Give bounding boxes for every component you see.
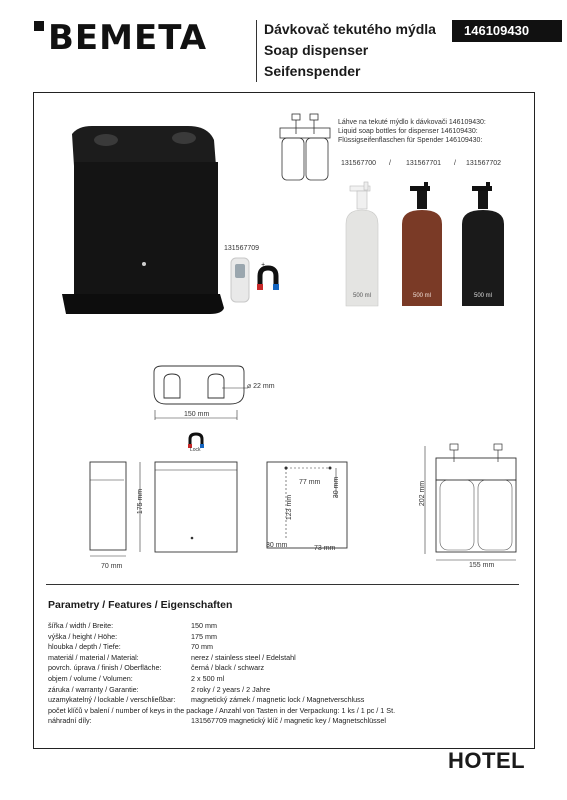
bottle-code-black: 131567702 (466, 160, 502, 167)
title-de: Seifenspender (264, 63, 361, 79)
dim-30-bottom: 30 mm (266, 542, 288, 549)
code-separator: / (389, 160, 391, 167)
top-view-drawing (150, 362, 250, 410)
param-label: šířka / width / Breite: (48, 621, 114, 630)
param-label: materiál / material / Material: (48, 652, 139, 662)
dim-202: 202 mm (419, 480, 427, 507)
parameters-title: Parametry / Features / Eigenschaften (48, 599, 233, 611)
param-label: povrch. úprava / finish / Oberfläche: (48, 663, 162, 673)
param-value: 2 x 500 ml (191, 673, 225, 683)
param-value: 70 mm (191, 642, 213, 652)
param-value: černá / black / schwarz (191, 663, 265, 673)
dispenser-photo (60, 118, 230, 320)
bottles-caption-de: Flüssigseifenflaschen für Spender 146109430: (338, 137, 483, 144)
dim-150: 150 mm (184, 411, 210, 418)
category-label: HOTEL (448, 748, 526, 773)
param-label: uzamykatelný / lockable / verschließbar: (48, 695, 176, 705)
dim-diameter: ⌀ 22 mm (247, 383, 275, 390)
dim-73: 73 mm (314, 545, 336, 552)
bottles-caption-cs: Láhve na tekuté mýdlo k dávkovači 146109430: (338, 119, 486, 126)
dim-175: 175 mm (137, 488, 145, 515)
param-value: magnetický zámek / magnetic lock / Magnetverschluss (191, 695, 365, 705)
param-value: 2 roky / 2 years / 2 Jahre (191, 684, 271, 694)
param-value: 175 mm (191, 631, 217, 641)
param-label: záruka / warranty / Garantie: (48, 684, 139, 694)
param-label: výška / height / Höhe: (48, 631, 118, 641)
bottles-insert-drawing (278, 112, 332, 184)
dim-70: 70 mm (101, 563, 123, 570)
code-separator: / (454, 160, 456, 167)
bottles-caption-en: Liquid soap bottles for dispenser 146109430: (338, 128, 478, 135)
svg-text:500 ml: 500 ml (412, 293, 432, 299)
brand-logo (34, 18, 207, 58)
param-value: 150 mm (191, 621, 217, 630)
header-divider (256, 20, 257, 82)
dim-155: 155 mm (469, 562, 495, 569)
side-view-drawing (88, 458, 130, 562)
section-divider (46, 584, 519, 585)
key-code: 131567709 (224, 245, 260, 252)
dispenser-with-bottles-drawing (428, 440, 524, 566)
param-value: 131567709 magnetický klíč / magnetic key / Magnetschlüssel (191, 716, 386, 726)
bottle-frosted-image (336, 180, 396, 310)
bottle-code-amber: 131567701 (406, 160, 442, 167)
svg-text:500 ml: 500 ml (352, 293, 372, 299)
title-cs: Dávkovač tekutého mýdla (264, 21, 436, 37)
dim-123: 123 mm (286, 494, 294, 521)
lock-label: Lock (190, 447, 201, 453)
product-code-badge: 146109430 (452, 20, 562, 42)
param-label: náhradní díly: (48, 716, 92, 726)
param-label: objem / volume / Volumen: (48, 673, 133, 683)
dim-77: 77 mm (299, 479, 321, 486)
magnetic-key-image (228, 254, 284, 308)
svg-text:+: + (261, 262, 266, 268)
param-label: počet klíčů v balení / number of keys in the package / Anzahl von Tasten in der Verpackung: 1 ks / 1 pc / 1 St. (48, 705, 396, 715)
bottle-black-image (456, 180, 516, 310)
brand-name: BEMETA (48, 18, 208, 58)
bottle-amber-image (396, 180, 456, 310)
title-en: Soap dispenser (264, 42, 369, 58)
front-view-drawing (152, 458, 240, 558)
param-label: hloubka / depth / Tiefe: (48, 642, 121, 652)
param-value: nerez / stainless steel / Edelstahl (191, 652, 296, 662)
dim-30-top: 30 mm (333, 476, 341, 499)
logo-mark (34, 21, 44, 31)
back-view-drawing (264, 458, 350, 554)
svg-text:500 ml: 500 ml (473, 293, 493, 299)
bottle-code-frosted: 131567700 (341, 160, 377, 167)
